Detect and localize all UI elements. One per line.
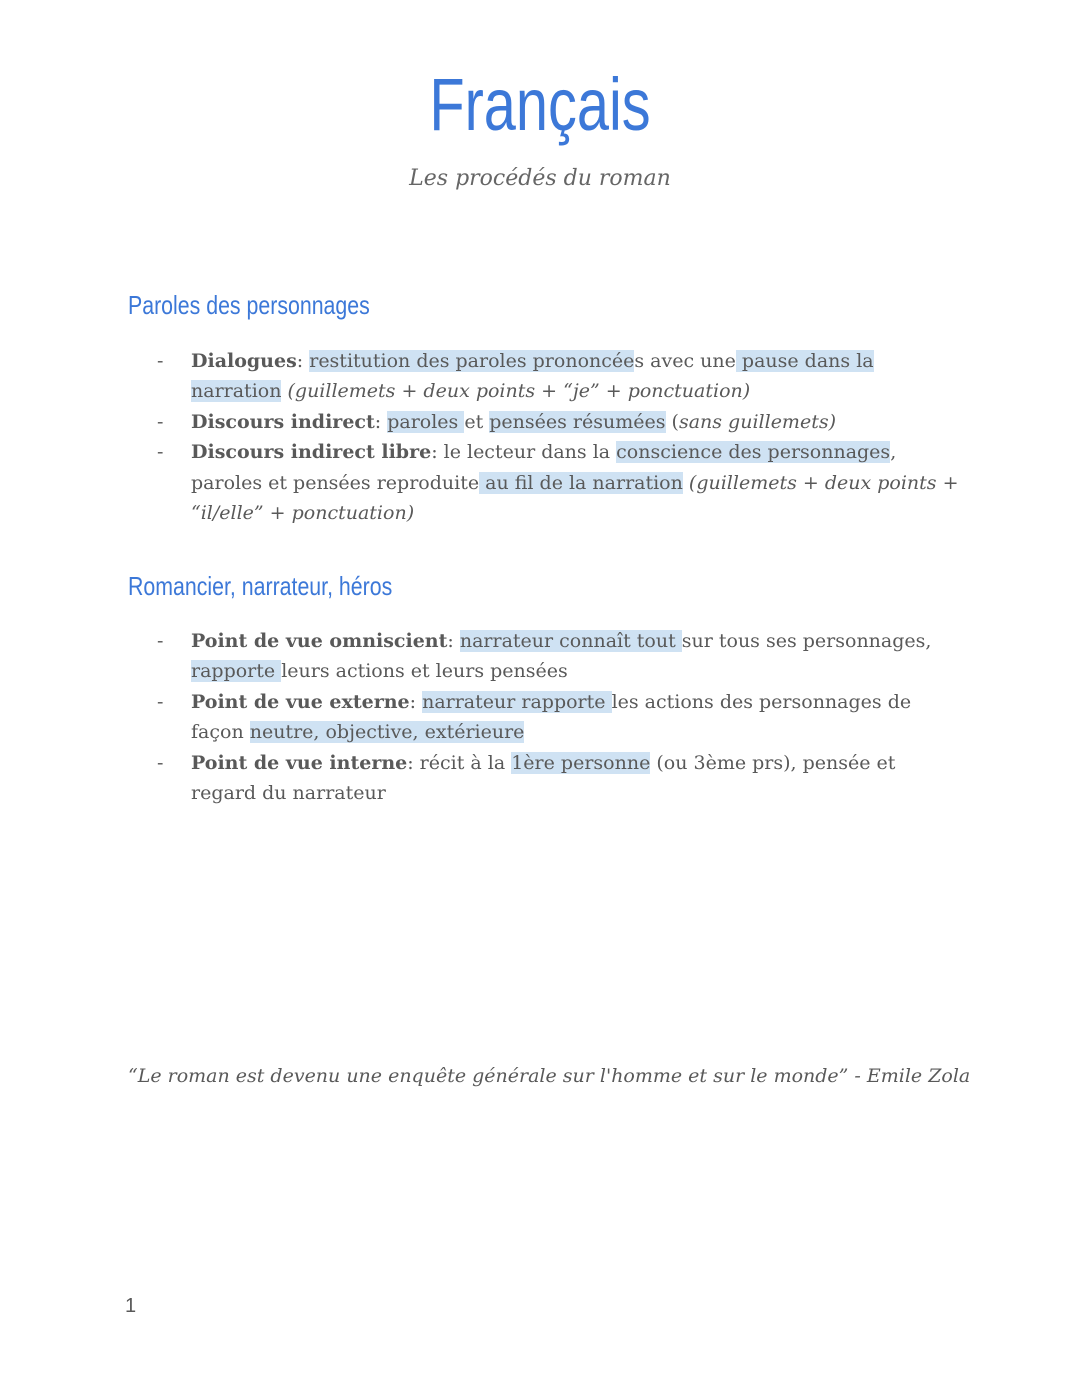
highlight-text: pensées résumées	[489, 410, 666, 433]
section-heading-paroles: Paroles des personnages	[128, 290, 370, 320]
term-label: Point de vue omniscient	[191, 630, 448, 652]
term-label: Discours indirect	[191, 410, 375, 433]
plain-text: : récit à la	[407, 751, 512, 774]
highlight-text: neutre, objective, extérieure	[249, 721, 525, 744]
plain-text: leurs actions et leurs pensées	[281, 660, 568, 683]
italic-note: (guillemets + deux points + “il/elle” + ponctuation)	[191, 471, 959, 525]
plain-text: (	[665, 410, 679, 433]
colon-text: :	[447, 630, 460, 652]
list-item-dialogues	[0, 346, 961, 407]
plain-text: les actions des personnages de façon	[191, 690, 912, 744]
zola-quote: “Le roman est devenu une enquête générale sur l'homme et sur le monde” - Emile Zola	[128, 1065, 971, 1087]
term-label: Dialogues	[191, 350, 297, 372]
plain-text: (ou 3ème prs), pensée et regard du narrateur	[191, 751, 896, 805]
term-label: Discours indirect libre	[191, 441, 432, 464]
highlight-text: pause dans la narration	[191, 350, 874, 403]
highlight-text: au fil de la narration	[479, 471, 683, 494]
highlight-text: paroles	[387, 410, 465, 433]
colon-text: :	[296, 350, 310, 372]
list-dash: -	[157, 350, 164, 372]
document-title: Français	[429, 63, 651, 146]
list-dash: -	[157, 410, 164, 433]
plain-text: s avec une	[634, 350, 736, 372]
italic-note: sans guillemets)	[678, 410, 836, 433]
list-item-externe	[0, 687, 961, 748]
paroles-list	[0, 346, 961, 528]
highlight-text: conscience des personnages	[616, 441, 891, 464]
term-label: Point de vue interne	[191, 751, 408, 774]
colon-text: :	[409, 690, 423, 713]
colon-text: :	[374, 410, 388, 433]
list-dash: -	[157, 751, 164, 774]
italic-note: (guillemets + deux points + “je” + ponctuation)	[287, 380, 751, 403]
list-item-discours-indirect-libre	[0, 437, 961, 528]
plain-text: : le lecteur dans la	[431, 441, 617, 464]
plain-text: sur tous ses personnages,	[681, 630, 932, 652]
highlight-text: narrateur connaît tout	[459, 630, 682, 652]
list-dash: -	[157, 441, 164, 464]
list-item-omniscient	[0, 626, 961, 687]
page-number: 1	[125, 1295, 137, 1317]
plain-text: , paroles et pensées reproduite	[191, 441, 897, 494]
highlight-text: rapporte	[191, 660, 282, 683]
highlight-text: narrateur rapporte	[422, 690, 612, 713]
list-item-interne	[0, 748, 961, 809]
list-dash: -	[157, 630, 164, 652]
list-dash: -	[157, 690, 164, 713]
section-heading-romancier: Romancier, narrateur, héros	[128, 571, 393, 601]
highlight-text: restitution des paroles prononcée	[309, 350, 635, 372]
point-de-vue-list	[0, 626, 961, 808]
highlight-text: 1ère personne	[511, 751, 651, 774]
list-item-discours-indirect	[0, 407, 961, 437]
plain-text: et	[464, 410, 490, 433]
document-subtitle: Les procédés du roman	[409, 166, 671, 191]
term-label: Point de vue externe	[191, 690, 410, 713]
